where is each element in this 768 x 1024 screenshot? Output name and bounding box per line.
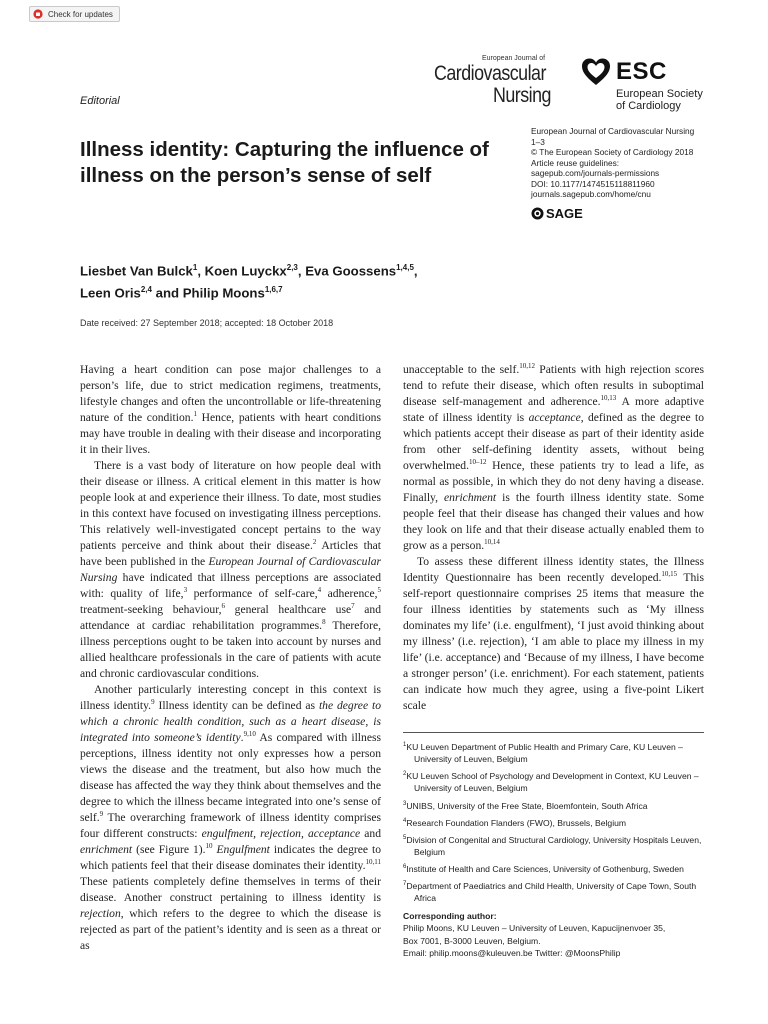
author-affiliation: 1,4,5: [396, 263, 414, 272]
sage-circle-icon: [531, 207, 544, 220]
check-for-updates-label: Check for updates: [48, 9, 113, 19]
author-name: Liesbet Van Bulck: [80, 263, 193, 279]
citation-link[interactable]: 2: [312, 538, 317, 547]
affiliation-footnote: $^5$Division of Congenital and Structural Cardiology, University Hospitals Leuven, Belgium: [403, 834, 702, 857]
check-for-updates-button[interactable]: [29, 6, 120, 22]
meta-journal-link[interactable]: journals.sagepub.com/home/cnu: [531, 189, 651, 199]
body-column-right: [403, 362, 704, 714]
citation-link[interactable]: 10,14: [484, 538, 500, 547]
author-list: Liesbet Van Bulck$^1$, Koen Luyckx$^{2,3}$, Eva Goossens$^{1,4,5}$, Leen Oris$^{2,4}$ and Philip Moons$^{1,6,7}$: [80, 263, 418, 301]
citation-link[interactable]: 7: [351, 602, 355, 611]
section-label: Editorial: [80, 95, 120, 107]
author-name: Leen Oris: [80, 285, 141, 301]
author-name: Eva Goossens: [305, 263, 397, 279]
citation-link[interactable]: 8: [322, 618, 326, 627]
journal-name-line1: Cardiovascular: [434, 62, 546, 85]
citation-link[interactable]: 3: [183, 586, 188, 595]
affiliation-footnote: $^3$UNIBS, University of the Free State, Bloemfontein, South Africa: [403, 800, 648, 811]
body-paragraph: unacceptable to the self.$^{10,12}$ Patients with high rejection scores tend to refute their disease, which often results in suboptimal disease self-management and adherence.$^{10,13}$ A more adaptive state of illness identity is acceptance, defined as the degree to which patients accept their disease as part of their identity aside from other self-defining identity assets, without being overwhelmed.$^{10-12}$ Hence, these patients try to lead a life, as normal as possible, in which they do not deny having a disease. Finally, enrichment is the fourth illness identity state. Some people feel that their disease has changed their values and how they look on life and that their disease actually enabled them to grow as a person.$^{10,14}$: [403, 362, 704, 552]
corresponding-author-address-1: Philip Moons, KU Leuven – University of Leuven, Kapucijnenvoer 35,: [403, 923, 666, 934]
citation-link[interactable]: 10,12: [519, 362, 535, 371]
citation-link[interactable]: 5: [377, 586, 381, 595]
body-paragraph: Another particularly interesting concept in this context is illness identity.$^9$ Illness identity can be defined as the degree to which a chronic health condition, such as a heart disease, is integrated into someone’s identity.$^{9,10}$ As compared with illness perceptions, illness identity not only expresses how a person views the disease and the treatment, but also how much the disease has affected the way they think about themselves and the degree to which the illness became integrated into one’s sense of self.$^9$ The overarching framework of illness identity comprises four different constructs: engulfment, rejection, acceptance and enrichment (see Figure 1).$^{10}$ Engulfment indicates the degree to which patients feel that their disease dominates their identity.$^{10,11}$ These patients completely define themselves in terms of their disease. Another construct pertaining to illness identity is rejection, which refers to the degree to which the disease is rejected as part of the patient’s identity and is seen as a threat or as: [80, 683, 382, 952]
citation-link[interactable]: 9,10: [243, 730, 256, 739]
footnote-divider: [403, 732, 704, 733]
citation-link[interactable]: 10–12: [469, 458, 487, 467]
citation-link[interactable]: 10,15: [661, 570, 678, 579]
corresponding-author-contact[interactable]: Email: philip.moons@kuleuven.be Twitter: @MoonsPhilip: [403, 947, 621, 958]
affiliation-footnote: $^2$KU Leuven School of Psychology and Development in Context, KU Leuven – University of Leuven, Belgium: [403, 771, 699, 794]
esc-heart-logo-icon: [580, 56, 612, 88]
article-metadata: [531, 126, 751, 200]
affiliation-footnote: $^1$KU Leuven Department of Public Health and Primary Care, KU Leuven – University of Leuven, Belgium: [403, 741, 683, 765]
body-paragraph: To assess these different illness identity states, the Illness Identity Questionnaire has been recently developed.$^{10,15}$ This self-report questionnaire comprises 25 items that measure the four illness identities by statements such as ‘My illness dominates my life’ (i.e. engulfment), ‘I just avoid thinking about my illness’ (i.e. rejection), ‘I am able to place my illness in my life’ (i.e. acceptance) and ‘Because of my illness, I have become a stronger person’ (i.e. enrichment). For each statement, patients can indicate how much they agree, using a five-point Likert scale: [403, 555, 704, 712]
author-name: Philip Moons: [182, 285, 265, 301]
body-paragraph: Having a heart condition can pose major challenges to a person’s life, due to strict medication regimens, treatments, lifestyle changes and often the uncontrollable or life-threatening nature of the condition.$^1$ Hence, patients with heart conditions may have trouble in dealing with their disease and incorporating it in their lives.: [80, 363, 381, 456]
body-column-left: [80, 362, 381, 954]
update-icon: [33, 9, 43, 19]
author-affiliation: 2,3: [286, 263, 298, 272]
received-accepted-dates: Date received: 27 September 2018; accepted: 18 October 2018: [80, 318, 334, 328]
esc-subtitle-line2: of Cardiology: [616, 100, 681, 112]
citation-link[interactable]: 6: [221, 602, 225, 611]
author-affiliation: 1: [192, 263, 198, 272]
affiliation-footnote: $^4$Research Foundation Flanders (FWO), Brussels, Belgium: [403, 817, 627, 828]
publisher-name: SAGE: [546, 206, 583, 221]
article-title: Illness identity: Capturing the influence of illness on the person’s sense of self: [80, 138, 489, 187]
citation-link[interactable]: 9: [99, 810, 104, 819]
esc-logo-text: ESC: [616, 58, 667, 85]
esc-subtitle-line1: European Society: [616, 88, 703, 100]
citation-link[interactable]: 4: [317, 586, 322, 595]
meta-doi[interactable]: DOI: 10.1177/1474515118811960: [531, 178, 655, 189]
meta-copyright: © The European Society of Cardiology 2018: [531, 147, 694, 157]
meta-permissions-link[interactable]: sagepub.com/journals-permissions: [531, 168, 660, 178]
citation-link[interactable]: 10,13: [600, 394, 617, 403]
corresponding-author-heading: Corresponding author:: [403, 911, 497, 922]
sage-logo: [531, 206, 583, 221]
citation-link[interactable]: 9: [151, 698, 155, 707]
author-affiliation: 2,4: [140, 285, 152, 295]
journal-name-line2: Nursing: [493, 84, 551, 107]
body-paragraph: There is a vast body of literature on how people deal with their disease or illness. A critical element in this matter is how people look at and experience their illness. To date, most studies in this context have focused on investigating illness perceptions. This relatively well-investigated concept pertains to the way patients perceive and think about their disease.$^2$ Articles that have been published in the European Journal of Cardiovascular Nursing have indicated that illness perceptions are associated with: quality of life,$^3$ performance of self-care,$^4$ adherence,$^5$ treatment-seeking behaviour,$^6$ general healthcare use$^7$ and attendance at cardiac rehabilitation programmes.$^8$ Therefore, illness perceptions ought to be taken into account by nurses and allied healthcare professionals in the care of patients with acute and chronic cardiovascular conditions.: [80, 459, 382, 680]
citation-link[interactable]: 10: [205, 842, 213, 851]
corresponding-author-address-2: Box 7001, B-3000 Leuven, Belgium.: [403, 935, 541, 946]
author-name: Koen Luyckx: [204, 263, 287, 279]
citation-link[interactable]: 1: [193, 410, 197, 419]
meta-journal: European Journal of Cardiovascular Nursing: [531, 126, 695, 136]
journal-name-small: European Journal of: [482, 55, 546, 62]
affiliation-footnote: $^7$Department of Paediatrics and Child Health, University of Cape Town, South Africa: [403, 880, 697, 904]
affiliation-footnote: $^6$Institute of Health and Care Sciences, University of Gothenburg, Sweden: [403, 863, 684, 874]
meta-reuse-label: Article reuse guidelines:: [531, 157, 620, 168]
meta-pages: 1–3: [531, 136, 545, 147]
affiliations-footnotes: [403, 739, 708, 959]
citation-link[interactable]: 10,11: [365, 858, 381, 867]
author-affiliation: 1,6,7: [264, 285, 283, 295]
